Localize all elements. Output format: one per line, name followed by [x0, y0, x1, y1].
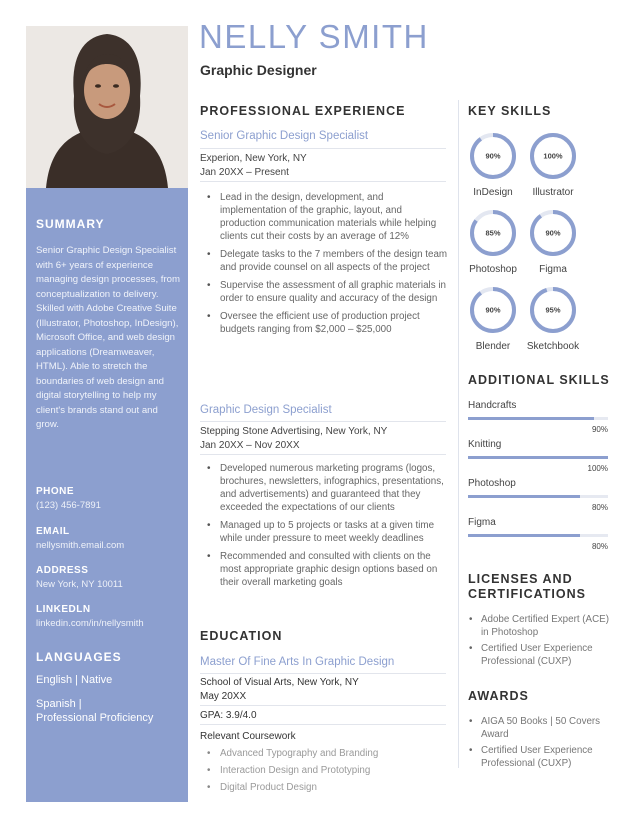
skill-name: Sketchbook	[526, 341, 580, 352]
coursework-list	[220, 745, 378, 796]
job-company: Stepping Stone Advertising, New York, NY	[200, 426, 388, 437]
profile-photo	[26, 26, 188, 188]
phone-block	[36, 486, 182, 511]
progress-ring	[468, 208, 518, 258]
progress-ring	[468, 131, 518, 181]
job-bullets	[220, 191, 448, 341]
skill-bar-item	[468, 439, 608, 473]
ring-percent: 90%	[485, 305, 501, 315]
skill-name: Photoshop	[469, 264, 517, 275]
job-dates: Jan 20XX – Nov 20XX	[200, 440, 300, 451]
email-value: nellysmith.email.com	[36, 540, 125, 551]
list-item: • Recommended and consulted with clients on the most appropriate graphic design options based on their overall marketing goals	[220, 550, 448, 589]
experience-heading: PROFESSIONAL EXPERIENCE	[200, 104, 406, 118]
summary-text: Senior Graphic Design Specialist with 6+ years of experience managing design processes, from conceptualization to delivery. Skilled with Adobe Creative Suite (Illustrator, Photoshop, InDesign), Microsoft Office, and web design applications (Dreamweaver, HTML). Able to stretch the boundaries of web design and digital storytelling to help my client's brands stand out and grow.	[36, 245, 180, 430]
list-item: • Developed numerous marketing programs (logos, brochures, newsletters, infographics, presentations, and advertisements) and guaranteed that they exceeded the expectations of our clients	[220, 462, 448, 514]
ring-percent: 90%	[485, 151, 501, 161]
skill-name: InDesign	[473, 187, 513, 198]
progress-bar	[468, 495, 608, 498]
coursework-label: Relevant Coursework	[200, 731, 296, 742]
address-block	[36, 565, 182, 590]
list-item: • Delegate tasks to the 7 members of the design team and provide counsel on all aspects of the project	[220, 248, 448, 274]
school-name: School of Visual Arts, New York, NY	[200, 677, 359, 688]
progress-ring	[528, 131, 578, 181]
progress-fill	[468, 534, 580, 537]
linkedin-value: linkedin.com/in/nellysmith	[36, 618, 144, 629]
key-skills-heading: KEY SKILLS	[468, 104, 552, 118]
language-english: English | Native	[36, 674, 113, 686]
licenses-heading: LICENSES AND	[468, 572, 573, 586]
job-title: Senior Graphic Design Specialist	[200, 130, 369, 142]
list-item: • Certified User Experience Professional (CUXP)	[481, 745, 613, 770]
list-item: • Certified User Experience Professional (CUXP)	[481, 643, 613, 668]
divider	[200, 673, 446, 674]
skill-name: Photoshop	[468, 478, 516, 489]
skill-bar-item	[468, 478, 608, 512]
list-item: • Digital Product Design	[220, 779, 378, 796]
portrait-image	[26, 26, 188, 188]
progress-fill	[468, 456, 608, 459]
divider	[200, 705, 446, 706]
gpa: GPA: 3.9/4.0	[200, 710, 257, 721]
progress-ring	[528, 208, 578, 258]
licenses-list	[481, 614, 613, 672]
job-company: Experion, New York, NY	[200, 153, 307, 164]
skill-percent: 80%	[591, 542, 608, 551]
progress-fill	[468, 417, 594, 420]
skill-name: Blender	[475, 341, 511, 352]
divider	[200, 148, 446, 149]
address-label: ADDRESS	[36, 565, 89, 576]
language-spanish-level: Professional Proficiency	[36, 712, 154, 724]
ring-percent: 90%	[545, 228, 561, 238]
linkedin-block	[36, 604, 182, 629]
progress-fill	[468, 495, 580, 498]
progress-bar	[468, 456, 608, 459]
list-item: • Interaction Design and Prototyping	[220, 762, 378, 779]
divider	[200, 724, 446, 725]
list-item: • Advanced Typography and Branding	[220, 745, 378, 762]
job-bullets	[220, 462, 448, 594]
awards-heading: AWARDS	[468, 689, 529, 703]
ring-percent: 95%	[545, 305, 561, 315]
skill-percent: 100%	[587, 464, 608, 473]
divider	[200, 421, 446, 422]
skill-percent: 80%	[591, 503, 608, 512]
email-label: EMAIL	[36, 526, 70, 537]
list-item: • Supervise the assessment of all graphic materials in order to ensure quality and accuracy of the design	[220, 279, 448, 305]
skill-ring	[518, 131, 588, 198]
language-spanish: Spanish |	[36, 698, 82, 710]
progress-bar	[468, 534, 608, 537]
awards-list	[481, 716, 613, 774]
candidate-name: NELLY SMITH	[199, 18, 429, 55]
ring-percent: 100%	[543, 151, 563, 161]
candidate-role: Graphic Designer	[200, 62, 317, 78]
skill-name: Illustrator	[532, 187, 574, 198]
progress-ring	[528, 285, 578, 335]
skill-ring	[518, 208, 588, 275]
divider	[200, 181, 446, 182]
list-item: • Lead in the design, development, and implementation of the graphic, layout, and production communication materials while helping clients cut their costs by an average of 12%	[220, 191, 448, 243]
email-block	[36, 526, 182, 551]
graduation-date: May 20XX	[200, 691, 247, 702]
skill-bar-item	[468, 400, 608, 434]
skill-name: Knitting	[468, 439, 502, 450]
summary-heading: SUMMARY	[36, 217, 105, 231]
phone-value: (123) 456-7891	[36, 500, 101, 511]
skill-ring	[518, 285, 588, 352]
ring-percent: 85%	[485, 228, 501, 238]
list-item: • Adobe Certified Expert (ACE) in Photoshop	[481, 614, 613, 639]
list-item: • Oversee the efficient use of production project budgets ranging from $2,000 – $25,000	[220, 310, 448, 336]
degree-title: Master Of Fine Arts In Graphic Design	[200, 656, 395, 668]
phone-label: PHONE	[36, 486, 75, 497]
skill-bar-item	[468, 517, 608, 551]
progress-ring	[468, 285, 518, 335]
address-value: New York, NY 10011	[36, 579, 123, 590]
additional-skills-heading: ADDITIONAL SKILLS	[468, 373, 610, 387]
linkedin-label: LINKEDLN	[36, 604, 91, 615]
job-dates: Jan 20XX – Present	[200, 167, 289, 178]
skill-percent: 90%	[591, 425, 608, 434]
skill-name: Handcrafts	[468, 400, 517, 411]
education-heading: EDUCATION	[200, 629, 283, 643]
list-item: • AIGA 50 Books | 50 Covers Award	[481, 716, 613, 741]
languages-heading: LANGUAGES	[36, 650, 122, 664]
skill-name: Figma	[468, 517, 496, 528]
divider	[200, 454, 446, 455]
list-item: • Managed up to 5 projects or tasks at a given time while under pressure to meet weekly deadlines	[220, 519, 448, 545]
column-divider	[458, 100, 459, 768]
progress-bar	[468, 417, 608, 420]
skill-name: Figma	[539, 264, 567, 275]
job-title: Graphic Design Specialist	[200, 404, 332, 416]
certifications-heading: CERTIFICATIONS	[468, 587, 586, 601]
